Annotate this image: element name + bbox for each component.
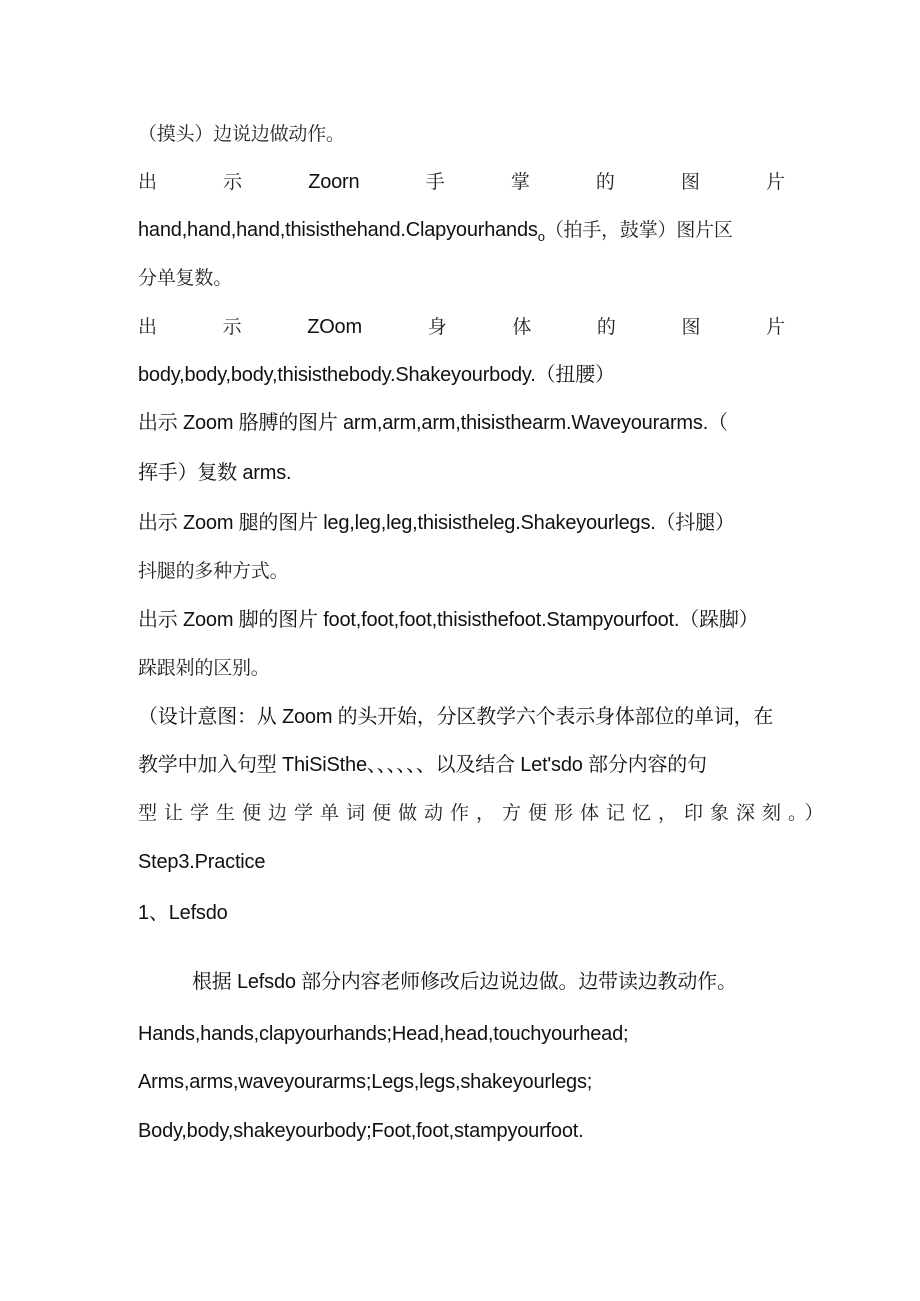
word: 体 [512,316,532,338]
paragraph-line-justified [138,314,785,340]
text-run: hand,hand,hand,thisisthehand.Clapyourhands [138,219,538,241]
paragraph-line: 出示 Zoom 脚的图片 foot,foot,foot,thisisthefoot.Stampyourfoot.（跺脚） [138,609,759,631]
chant-line: Body,body,shakeyourbody;Foot,foot,stampyourfoot. [138,1120,584,1142]
paragraph-line: 教学中加入句型 ThiSiSthe、、、、、、以及结合 Let'sdo 部分内容的句 [138,754,707,776]
word: 出 [138,316,157,338]
paragraph-line: （设计意图：从 Zoom 的头开始，分区教学六个表示身体部位的单词，在 [138,706,774,728]
paragraph-line-justified [138,169,785,195]
word: ZOom [307,316,362,338]
word: 身 [427,316,447,338]
word: Zoorn [308,171,360,193]
text-run: （拍手，鼓掌）图片区 [544,219,733,241]
word: 手 [425,171,445,193]
subsection-heading: 1、Lefsdo [138,902,228,924]
word: 图 [681,316,701,338]
paragraph-line: body,body,body,thisisthebody.Shakeyourbody.（扭腰） [138,364,615,386]
paragraph-line: 型让学生便边学单词便做动作，方便形体记忆，印象深刻。） [138,802,831,824]
paragraph-line: 抖腿的多种方式。 [138,560,289,582]
word: 的 [596,316,616,338]
word: 示 [222,316,242,338]
word: 图 [681,171,700,193]
subscript-run: o [537,229,545,244]
paragraph-line: 根据 Lefsdo 部分内容老师修改后边说边做。边带读边教动作。 [192,971,737,993]
word: 示 [223,171,242,193]
word: 片 [766,171,785,193]
paragraph-line [138,217,785,250]
paragraph-line: （摸头）边说边做动作。 [138,123,345,145]
paragraph-line: 分单复数。 [138,267,233,289]
paragraph-line: 出示 Zoom 腿的图片 leg,leg,leg,thisistheleg.Shakeyourlegs.（抖腿） [138,512,735,534]
chant-line: Arms,arms,waveyourarms;Legs,legs,shakeyourlegs; [138,1071,593,1093]
word: 的 [595,171,615,193]
paragraph-line: 挥手）复数 arms. [138,462,292,484]
section-heading: Step3.Practice [138,851,266,873]
word: 掌 [510,171,530,193]
paragraph-line: 跺跟剁的区别。 [138,657,270,679]
paragraph-line: 出示 Zoom 胳膊的图片 arm,arm,arm,thisisthearm.Waveyourarms.（ [138,412,728,434]
word: 片 [766,316,785,338]
word: 出 [138,171,157,193]
chant-line: Hands,hands,clapyourhands;Head,head,touchyourhead; [138,1023,629,1045]
